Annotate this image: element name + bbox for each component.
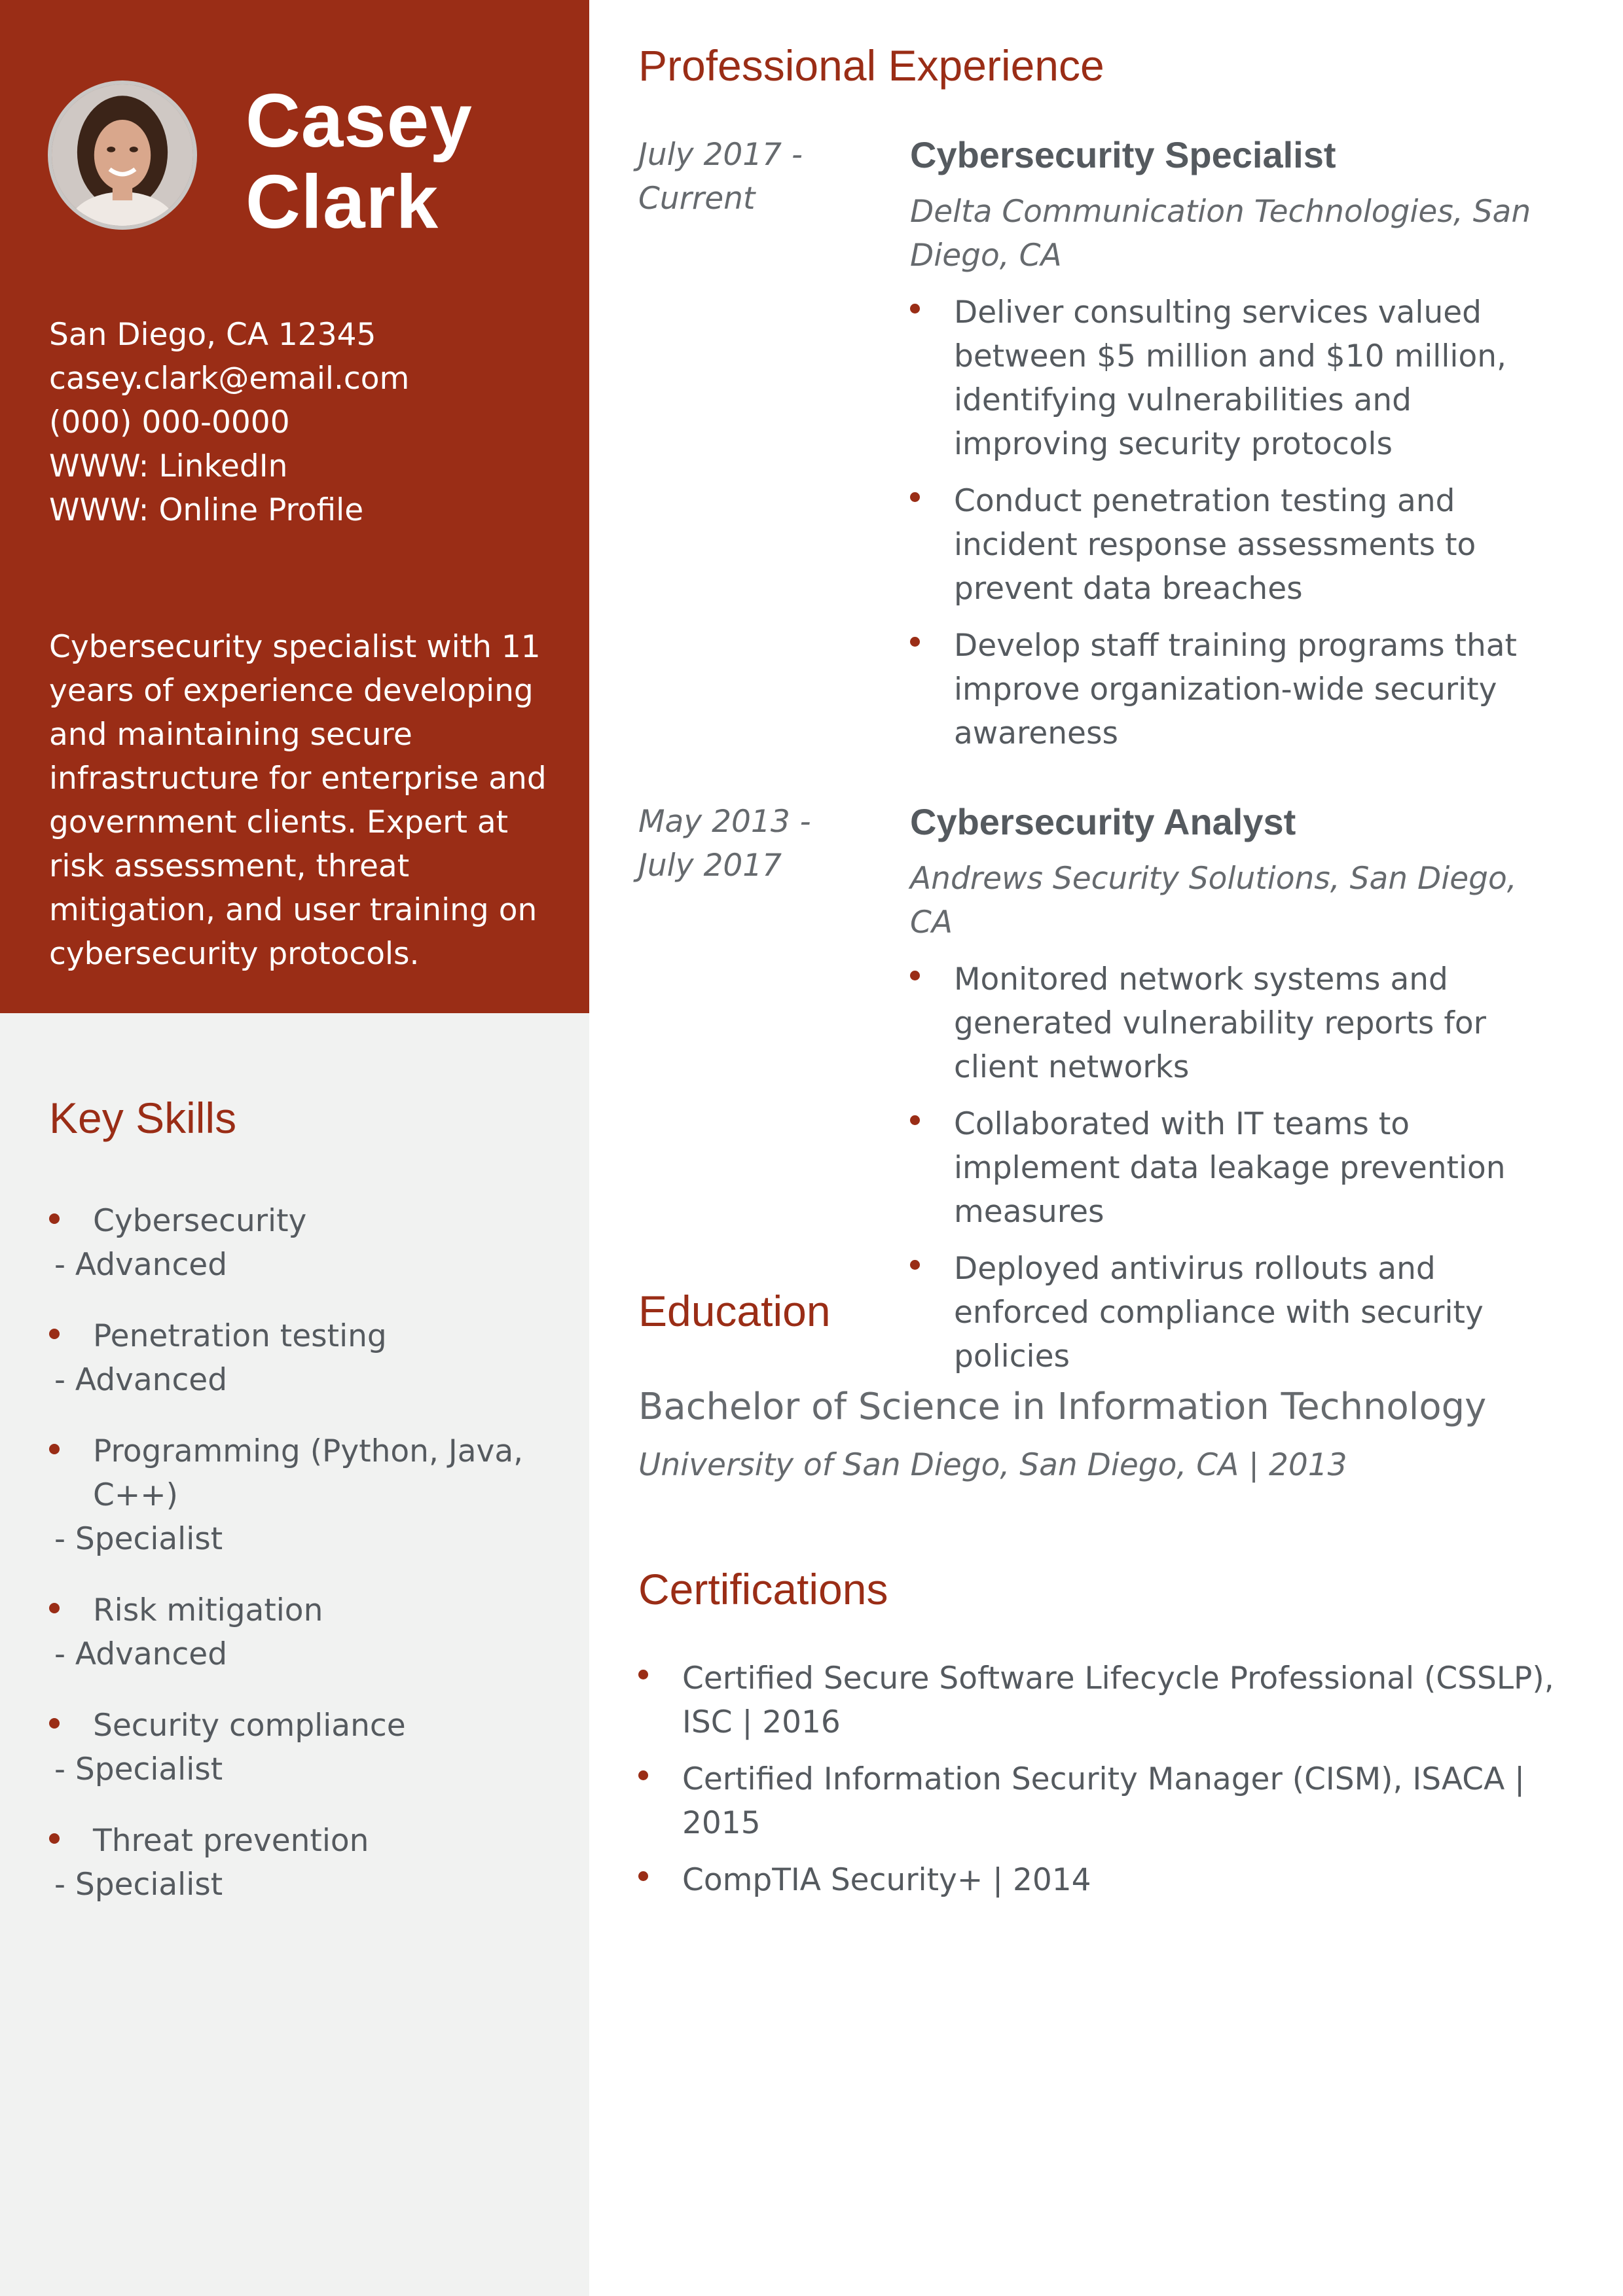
certifications-list — [638, 1657, 1568, 1915]
bullet-icon — [49, 1444, 60, 1454]
list-item — [910, 1102, 1568, 1234]
certifications-heading: Certifications — [638, 1565, 888, 1613]
bullet-icon — [638, 1770, 648, 1780]
contact-profile-link[interactable]: WWW: Online Profile — [49, 492, 364, 528]
candidate-name — [246, 80, 473, 242]
bullet-text: Develop staff training programs that improve organization-wide security awareness — [954, 628, 1517, 751]
job-dates: July 2017 - Current — [638, 137, 803, 217]
job-company: Andrews Security Solutions, San Diego, CA — [910, 861, 1517, 941]
bullet-text: Conduct penetration testing and incident response assessments to prevent data breaches — [954, 483, 1476, 607]
bullet-icon — [49, 1213, 60, 1224]
list-item — [638, 1858, 1568, 1902]
bullet-icon — [910, 637, 920, 647]
bullet-icon — [638, 1871, 648, 1881]
bullet-text: Monitored network systems and generated vulnerability reports for client networks — [954, 961, 1486, 1085]
bullet-icon — [910, 971, 920, 980]
education-heading: Education — [638, 1287, 831, 1335]
skill-item — [49, 1704, 560, 1791]
first-name: Casey — [246, 78, 473, 163]
bullet-icon — [910, 1260, 920, 1270]
skill-level: - Advanced — [54, 1636, 228, 1672]
cert-text: CompTIA Security+ | 2014 — [682, 1862, 1091, 1898]
list-item — [910, 958, 1568, 1089]
skill-name: Threat prevention — [93, 1823, 369, 1859]
skill-name: Security compliance — [93, 1708, 406, 1744]
job-details — [910, 133, 1568, 768]
bullet-icon — [910, 1115, 920, 1125]
bullet-icon — [49, 1718, 60, 1729]
job-company: Delta Communication Technologies, San Diego, CA — [910, 194, 1531, 274]
list-item — [910, 291, 1568, 466]
job-dates: May 2013 - July 2017 — [638, 804, 811, 884]
skills-heading: Key Skills — [49, 1094, 237, 1142]
job-bullets — [910, 291, 1568, 755]
bullet-text: Deliver consulting services valued between $5 million and $10 million, identifying vulnerabilities and improving security protocols — [954, 295, 1506, 462]
skill-level: - Advanced — [54, 1247, 228, 1283]
job-details — [910, 800, 1568, 1391]
education-degree: Bachelor of Science in Information Technology — [638, 1386, 1487, 1428]
job-title: Cybersecurity Specialist — [910, 134, 1336, 175]
skill-item — [49, 1819, 560, 1907]
job-title: Cybersecurity Analyst — [910, 801, 1296, 842]
skill-level: - Advanced — [54, 1362, 228, 1398]
skill-level: - Specialist — [54, 1521, 223, 1557]
skills-list — [49, 1199, 560, 1934]
list-item — [910, 479, 1568, 611]
header-panel — [0, 0, 589, 1013]
contact-email[interactable]: casey.clark@email.com — [49, 361, 410, 397]
list-item — [638, 1757, 1568, 1845]
sidebar — [0, 0, 589, 2296]
bullet-text: Collaborated with IT teams to implement data leakage prevention measures — [954, 1106, 1506, 1230]
last-name: Clark — [246, 159, 439, 244]
skill-item — [49, 1429, 560, 1561]
bullet-icon — [910, 304, 920, 314]
bullet-text: Deployed antivirus rollouts and enforced compliance with security policies — [954, 1251, 1484, 1374]
skill-name: Penetration testing — [93, 1318, 387, 1354]
contact-address: San Diego, CA 12345 — [49, 317, 376, 353]
skill-item — [49, 1314, 560, 1402]
bullet-icon — [49, 1329, 60, 1339]
contact-linkedin-link[interactable]: WWW: LinkedIn — [49, 448, 288, 484]
skill-name: Programming (Python, Java, C++) — [93, 1433, 524, 1513]
skill-level: - Specialist — [54, 1867, 223, 1903]
skill-item — [49, 1199, 560, 1287]
skill-item — [49, 1588, 560, 1676]
experience-heading: Professional Experience — [638, 41, 1104, 90]
cert-text: Certified Information Security Manager (CISM), ISACA | 2015 — [682, 1761, 1525, 1841]
cert-text: Certified Secure Software Lifecycle Professional (CSSLP), ISC | 2016 — [682, 1660, 1554, 1740]
bullet-icon — [910, 492, 920, 502]
list-item — [638, 1657, 1568, 1744]
skill-name: Risk mitigation — [93, 1592, 323, 1628]
summary: Cybersecurity specialist with 11 years of experience developing and maintaining secure infrastructure for enterprise and government clients. Expert at risk assessment, threat mitigation, and user training on cybersecurity protocols. — [49, 629, 547, 972]
bullet-icon — [638, 1670, 648, 1679]
list-item — [910, 1247, 1568, 1378]
profile-photo-icon — [52, 84, 193, 226]
skill-name: Cybersecurity — [93, 1203, 307, 1239]
avatar — [48, 81, 197, 230]
bullet-icon — [49, 1833, 60, 1844]
education-school: University of San Diego, San Diego, CA | 2013 — [638, 1447, 1347, 1483]
contact-phone: (000) 000-0000 — [49, 404, 290, 440]
job-bullets — [910, 958, 1568, 1378]
contact-info — [49, 313, 409, 532]
bullet-icon — [49, 1603, 60, 1613]
list-item — [910, 624, 1568, 755]
skill-level: - Specialist — [54, 1751, 223, 1787]
